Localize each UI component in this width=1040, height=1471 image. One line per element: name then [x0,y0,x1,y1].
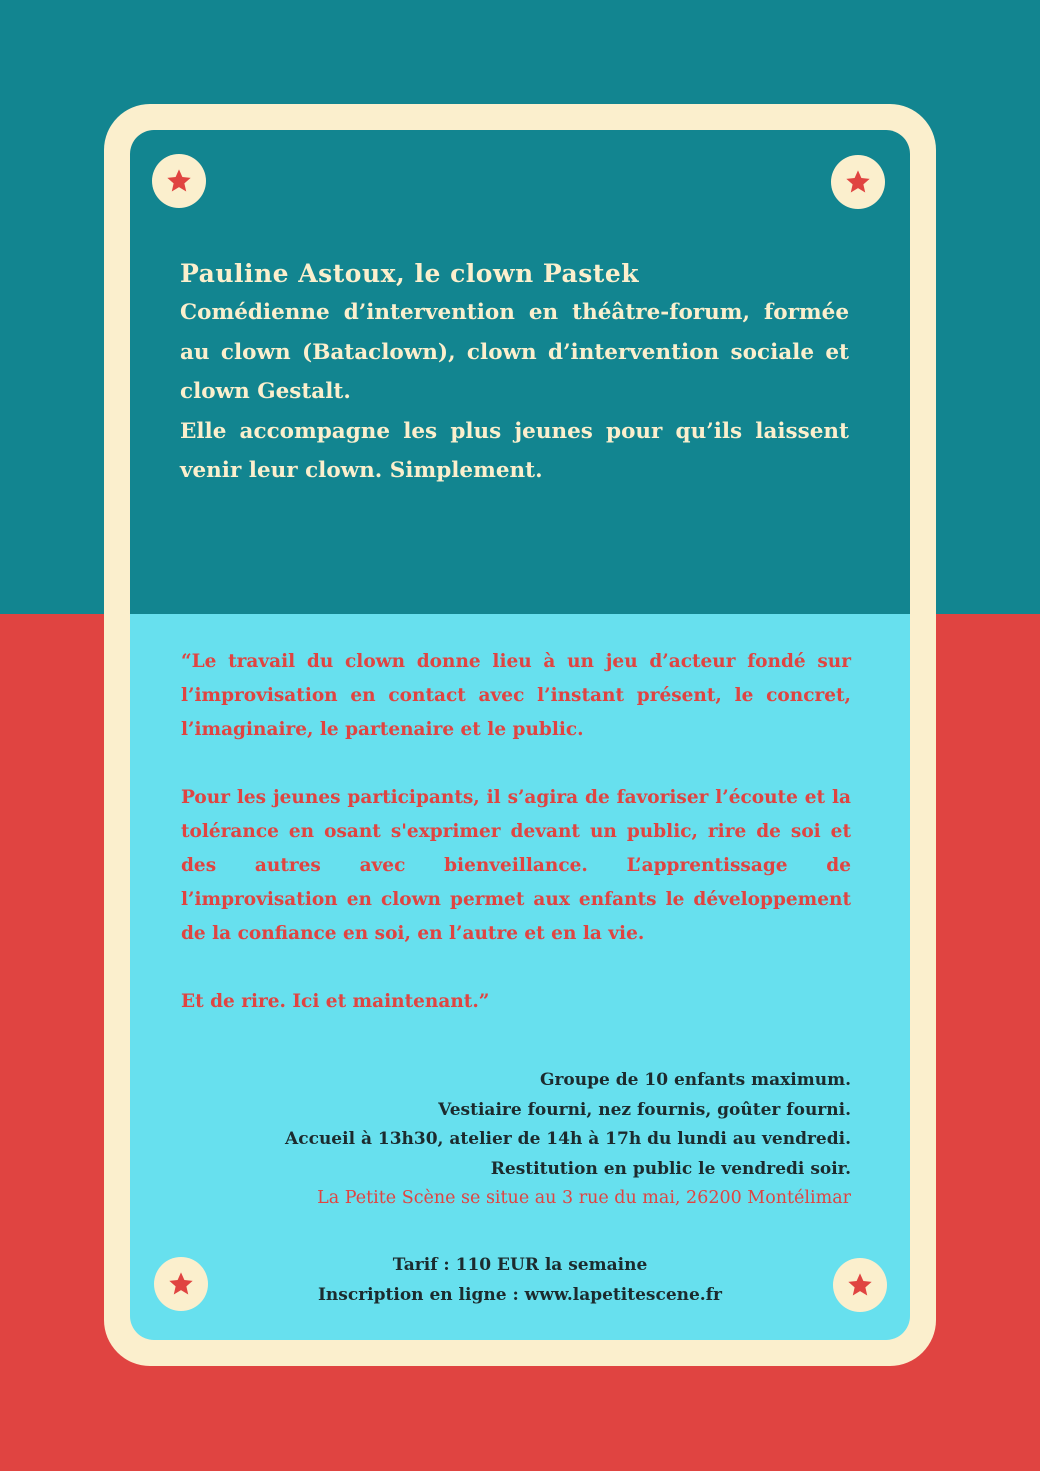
star-icon [165,167,193,195]
details-section [151,1066,851,1214]
detail-group-size: Groupe de 10 enfants maximum. [539,1070,851,1090]
star-badge-top-right [831,155,885,209]
detail-address: La Petite Scène se situe au 3 rue du mai, 26200 Montélimar [317,1188,851,1208]
detail-restitution: Restitution en public le vendredi soir. [490,1158,851,1179]
signup-text: Inscription en ligne : www.lapetitescene.fr [317,1285,722,1305]
quote-paragraph-1: “Le travail du clown donne lieu à un jeu d’acteur fondé sur l’improvisation en contact avec l’instant présent, le concret, l’imaginaire, le partenaire et le public. [181,651,851,740]
quote-section [181,645,851,1019]
quote-paragraph-2: Pour les jeunes participants, il s’agira de favoriser l’écoute et la tolérance en osant s'exprimer devant un public, rire de soi et des autres avec bienveillance. L’apprentissage de l’improvisation en clown permet aux enfants le développement de la confiance en soi, en l’autre et en la vie. [181,787,851,944]
bio-description: Comédienne d’intervention en théâtre-forum, formée au clown (Bataclown), clown d’intervention sociale et clown Gestalt. [180,300,849,404]
star-badge-top-left [152,154,206,208]
footer-section [130,1250,910,1310]
bio-name: Pauline Astoux, le clown Pastek [180,259,640,288]
star-icon [844,168,872,196]
detail-provided: Vestiaire fourni, nez fournis, goûter fourni. [438,1099,851,1120]
detail-schedule: Accueil à 13h30, atelier de 14h à 17h du lundi au vendredi. [285,1129,851,1149]
bio-section [180,255,849,491]
quote-paragraph-3: Et de rire. Ici et maintenant.” [181,991,490,1012]
price-text: Tarif : 110 EUR la semaine [392,1255,648,1275]
bio-accompaniment: Elle accompagne les plus jeunes pour qu’ils laissent venir leur clown. Simplement. [180,418,849,483]
